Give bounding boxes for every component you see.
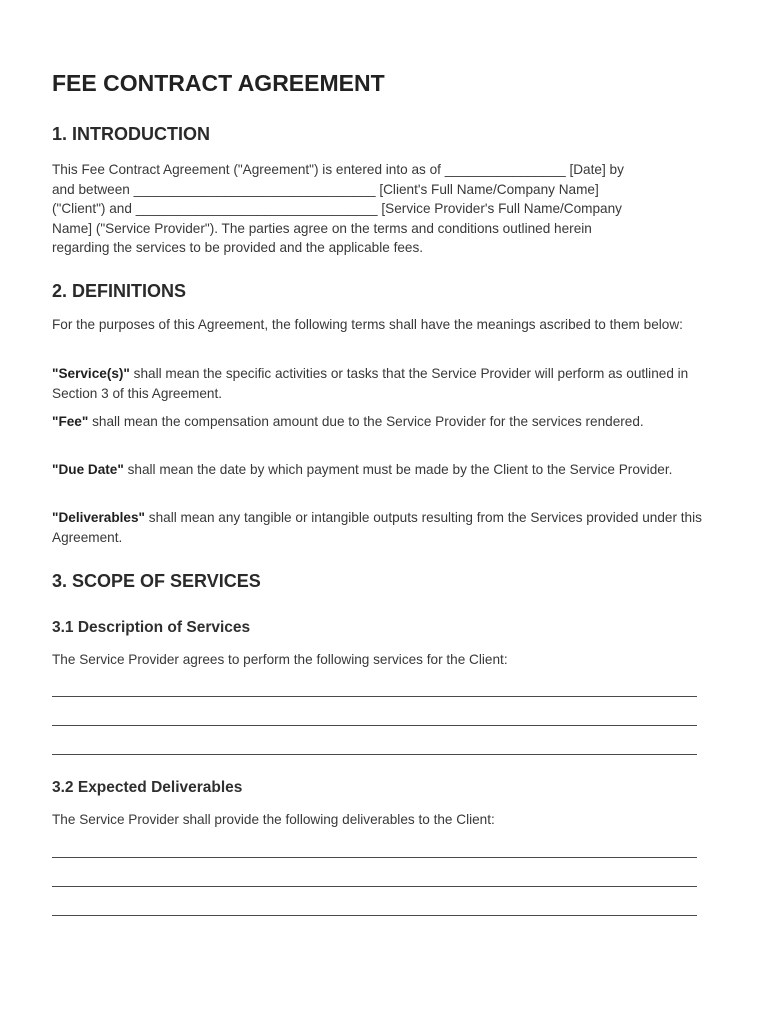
deliverables-blank-line[interactable] xyxy=(52,857,697,858)
introduction-paragraph xyxy=(52,160,624,258)
introduction-line: This Fee Contract Agreement ("Agreement") is entered into as of ________________ [Date] by xyxy=(52,162,624,177)
introduction-heading: 1. INTRODUCTION xyxy=(52,124,211,144)
introduction-line: Name] ("Service Provider"). The parties agree on the terms and conditions outlined herein xyxy=(52,220,592,236)
definition-term: "Service(s)" xyxy=(52,366,130,381)
scope-heading: 3. SCOPE OF SERVICES xyxy=(52,571,261,591)
definitions-heading: 2. DEFINITIONS xyxy=(52,281,187,301)
definition-text: shall mean the specific activities or tasks that the Service Provider will perform as outlined in Section 3 of this Agreement. xyxy=(52,366,689,401)
definition-term: "Fee" xyxy=(52,414,89,429)
introduction-line: and between ________________________________ [Client's Full Name/Company Name] xyxy=(52,181,599,197)
services-blank-line[interactable] xyxy=(52,725,697,726)
deliverables-text: The Service Provider shall provide the following deliverables to the Client: xyxy=(52,812,495,827)
definition-text: shall mean the date by which payment must be made by the Client to the Service Provider. xyxy=(123,462,673,477)
definition-item xyxy=(52,508,728,547)
services-description-text: The Service Provider agrees to perform the following services for the Client: xyxy=(52,652,508,667)
definition-text: shall mean any tangible or intangible outputs resulting from the Services provided under this Agreement. xyxy=(52,510,702,545)
services-description-heading: 3.1 Description of Services xyxy=(52,619,251,636)
definition-item xyxy=(52,412,672,432)
definition-text: shall mean the compensation amount due to the Service Provider for the services rendered. xyxy=(88,414,644,429)
definition-item xyxy=(52,364,712,403)
document-title: FEE CONTRACT AGREEMENT xyxy=(52,70,385,96)
deliverables-heading: 3.2 Expected Deliverables xyxy=(52,779,243,796)
deliverables-blank-line[interactable] xyxy=(52,886,697,887)
introduction-line: ("Client") and ________________________________ [Service Provider's Full Name/Company xyxy=(52,201,622,216)
definition-item xyxy=(52,460,712,480)
definitions-intro: For the purposes of this Agreement, the following terms shall have the meanings ascribed to them below: xyxy=(52,317,683,332)
services-blank-line[interactable] xyxy=(52,754,697,755)
deliverables-blank-line[interactable] xyxy=(52,915,697,916)
definition-term: "Deliverables" xyxy=(52,510,145,525)
introduction-line: regarding the services to be provided and the applicable fees. xyxy=(52,240,424,255)
services-blank-line[interactable] xyxy=(52,696,697,697)
definition-term: "Due Date" xyxy=(52,462,124,477)
